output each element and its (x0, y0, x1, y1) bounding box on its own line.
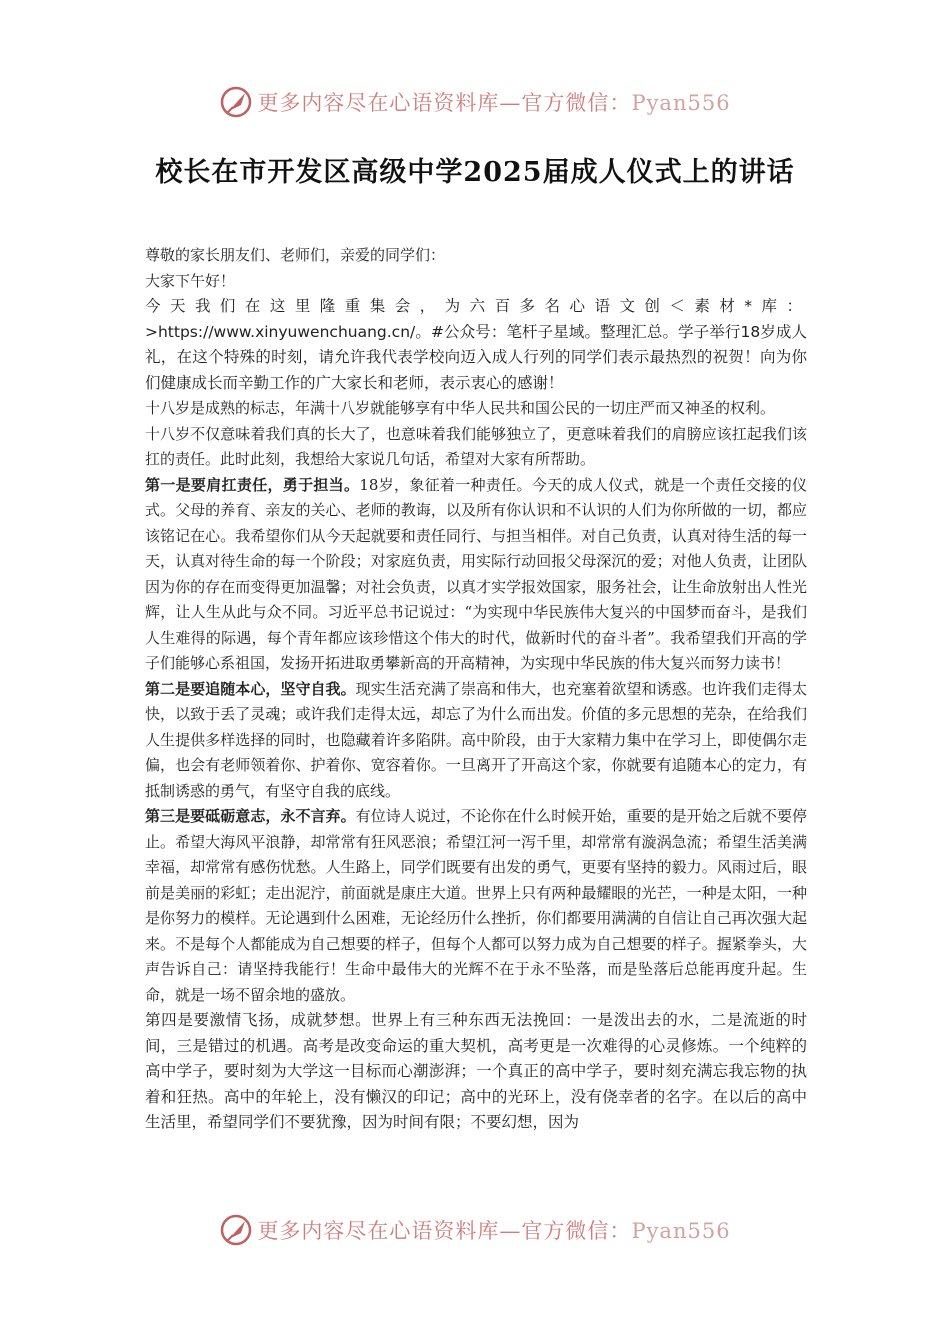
section-heading: 第三是要砥砺意志，永不言弃。 (145, 807, 356, 825)
footer-banner (0, 1210, 950, 1250)
banner-text: 更多内容尽在心语资料库—官方微信：Pyan556 (257, 91, 731, 115)
greeting-line: 尊敬的家长朋友们、老师们，亲爱的同学们： (145, 246, 446, 264)
banner-text: 更多内容尽在心语资料库—官方微信：Pyan556 (257, 1219, 731, 1243)
header-banner (0, 82, 950, 122)
wechat-id: Pyan556 (631, 91, 731, 115)
speech-body (145, 243, 807, 1136)
quill-logo-icon (219, 1213, 253, 1247)
section-heading: 第一是要肩扛责任，勇于担当。 (145, 475, 360, 494)
paragraph: 十八岁是成熟的标志，年满十八岁就能够享有中华人民共和国公民的一切庄严而又神圣的权利。 (145, 399, 776, 417)
paragraph: 十八岁不仅意味着我们真的长大了，也意味着我们能够独立了，更意味着我们的肩膀应该扛起我们该扛的责任。此时此刻，我想给大家说几句话，希望对大家有所帮助。 (145, 424, 807, 468)
page-title: 校长在市开发区高级中学2025届成人仪式上的讲话 (155, 157, 795, 188)
paragraph-third: 第三是要砥砺意志，永不言弃。有位诗人说过，不论你在什么时候开始，重要的是开始之后就不要停止。希望大海风平浪静，却常常有狂风恶浪；希望江河一泻千里，却常常有漩涡急流；希望生活美满幸福，却常常有感伤忧愁。人生路上，同学们既要有出发的勇气，更要有坚持的毅力。风雨过后，眼前是美丽的彩虹；走出泥泞，前面就是康庄大道。世界上只有两种最耀眼的光芒，一种是太阳，一种是你努力的模样。无论遇到什么困难，无论经历什么挫折，你们都要用满满的自信让自己再次强大起来。不是每个人都能成为自己想要的样子，但每个人都可以努力成为自己想要的样子。握紧拳头，大声告诉自己：请坚持我能行！生命中最伟大的光辉不在于永不坠落，而是坠落后总能再度升起。生命，就是一场不留余地的盛放。 (145, 807, 807, 1004)
paragraph-second: 第二是要追随本心，坚守自我。现实生活充满了崇高和伟大，也充塞着欲望和诱惑。也许我们走得太快，以致于丢了灵魂；或许我们走得太远，却忘了为什么而出发。价值的多元思想的芜杂，在给我们人生提供多样选择的同时，也隐藏着许多陷阱。高中阶段，由于大家精力集中在学习上，即使偶尔走偏，也会有老师领着你、护着你、宽容着你。一旦离开了开高这个家，你就要有追随本心的定力，有抵制诱惑的勇气，有坚守自我的底线。 (145, 679, 807, 800)
paragraph-first: 第一是要肩扛责任，勇于担当。18岁，象征着一种责任。今天的成人仪式，就是一个责任交接的仪式。父母的养育、亲友的关心、老师的教诲，以及所有你认识和不认识的人们为你所做的一切，都应该铭记在心。我希望你们从今天起就要和责任同行、与担当相伴。对自己负责，认真对待生活的每一天，认真对待生命的每一个阶段；对家庭负责，用实际行动回报父母深沉的爱；对他人负责，让团队因为你的存在而变得更加温馨；对社会负责，以真才实学报效国家，服务社会，让生命放射出人性光辉，让人生从此与众不同。习近平总书记说过：“为实现中华民族伟大复兴的中国梦而奋斗，是我们人生难得的际遇，每个青年都应该珍惜这个伟大的时代，做新时代的奋斗者”。我希望我们开高的学子们能够心系祖国，发扬开拓进取勇攀新高的开高精神，为实现中华民族的伟大复兴而努力读书！ (145, 475, 807, 672)
paragraph-fourth: 第四是要激情飞扬，成就梦想。世界上有三种东西无法挽回：一是泼出去的水，二是流逝的时间，三是错过的机遇。高考是改变命运的重大契机，高考更是一次难得的心灵修炼。一个纯粹的高中学子，要时刻为大学这一目标而心潮澎湃；一个真正的高中学子，要时刻充满忘我忘物的执着和狂热。高中的年轮上，没有懒汉的印记；高中的光环上，没有侥幸者的名字。在以后的高中生活里，希望同学们不要犹豫，因为时间有限；不要幻想，因为 (145, 1011, 807, 1131)
intro-paragraph: 今天我们在这里隆重集会，为六百多名心语文创＜素材*库：>https://www.xinyuwenchuang.cn/。#公众号：笔杆子星域。整理汇总。学子举行18岁成人礼，在这个特殊的时刻，请允许我代表学校向迈入成人行列的同学们表示最热烈的祝贺！向为你们健康成长而辛勤工作的广大家长和老师，表示衷心的感谢！ (145, 297, 807, 392)
quill-logo-icon (219, 85, 253, 119)
greeting-line: 大家下午好！ (145, 271, 236, 290)
wechat-id: Pyan556 (631, 1219, 731, 1243)
section-heading: 第二是要追随本心，坚守自我。 (145, 679, 356, 698)
